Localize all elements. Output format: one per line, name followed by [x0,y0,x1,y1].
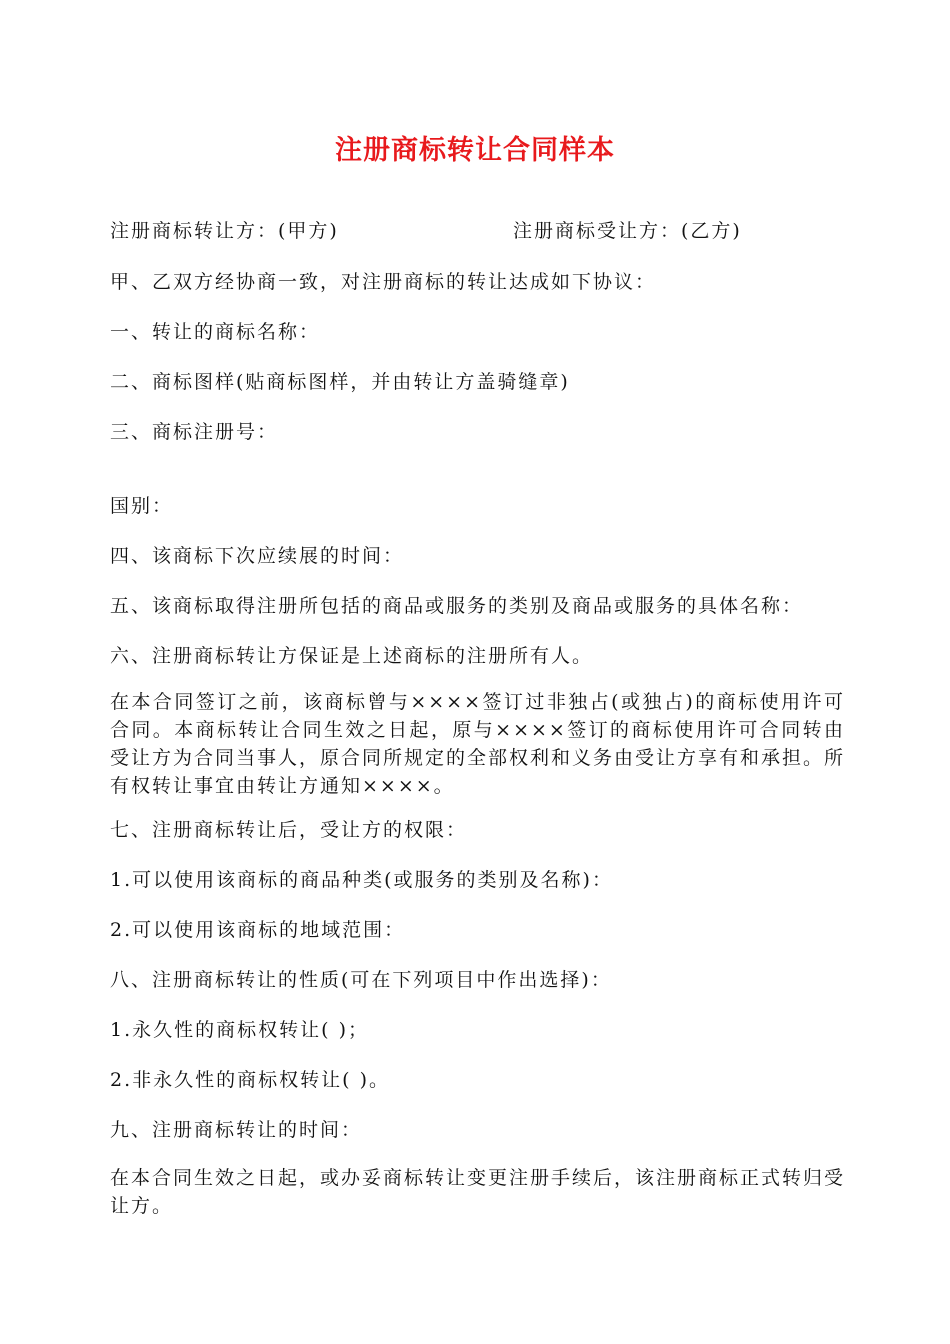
clause-7: 七、注册商标转让后，受让方的权限： [110,819,468,841]
transferor-label: 注册商标转让方：(甲方) [110,220,339,242]
transferee-label: 注册商标受让方：(乙方) [513,220,742,242]
clause-9: 九、注册商标转让的时间： [110,1119,363,1141]
clause-8-item-2: 2.非永久性的商标权转让( )。 [110,1069,390,1091]
country-line: 国别： [110,495,174,517]
clause-5: 五、该商标取得注册所包括的商品或服务的类别及商品或服务的具体名称： [110,595,804,617]
clause-7-item-2: 2.可以使用该商标的地域范围： [110,919,406,941]
document-title: 注册商标转让合同样本 [335,135,615,166]
clause-8-item-1: 1.永久性的商标权转让( )； [110,1019,369,1041]
clause-2: 二、商标图样(贴商标图样，并由转让方盖骑缝章) [110,371,570,393]
clause-7-item-1: 1.可以使用该商标的商品种类(或服务的类别及名称)： [110,869,613,891]
clause-8: 八、注册商标转让的性质(可在下列项目中作出选择)： [110,969,612,991]
license-paragraph: 在本合同签订之前，该商标曾与××××签订过非独占(或独占)的商标使用许可合同。本商标转让合同生效之日起，原与××××签订的商标使用许可合同转由受让方为合同当事人，原合同所规定的全部权利和义务由受让方享有和承担。所有权转让事宜由转让方通知××××。 [110,691,846,797]
clause-4: 四、该商标下次应续展的时间： [110,545,405,567]
transfer-time-paragraph: 在本合同生效之日起，或办妥商标转让变更注册手续后，该注册商标正式转归受让方。 [110,1167,846,1217]
parties-line [110,219,850,243]
clause-1: 一、转让的商标名称： [110,321,321,343]
clause-3: 三、商标注册号： [110,421,279,443]
clause-6: 六、注册商标转让方保证是上述商标的注册所有人。 [110,645,594,667]
intro-text: 甲、乙双方经协商一致，对注册商标的转让达成如下协议： [110,271,657,293]
